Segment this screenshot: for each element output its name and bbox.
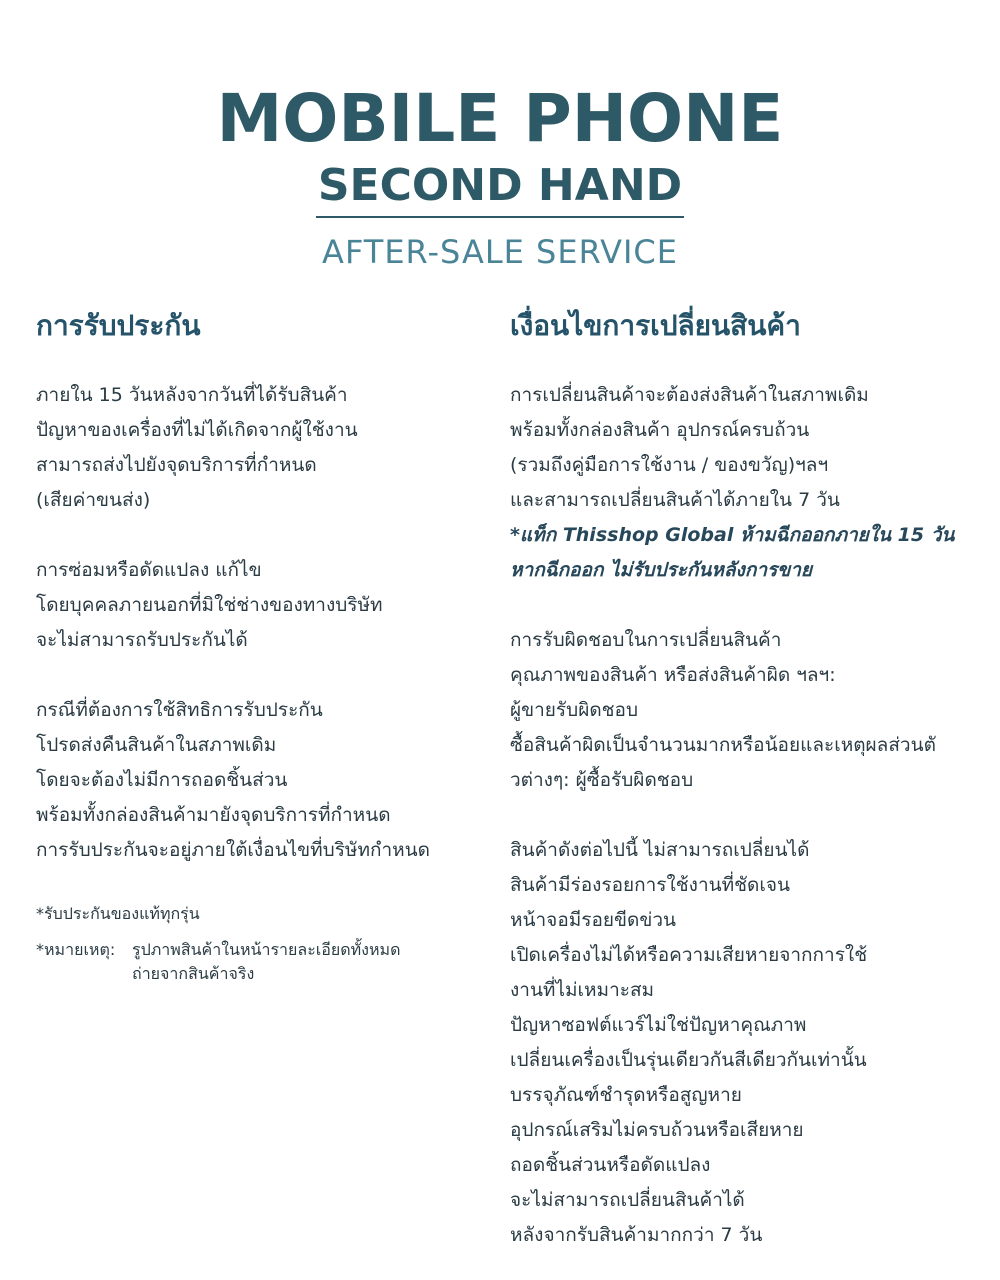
warranty-line: โดยจะต้องไม่มีการถอดชิ้นส่วน bbox=[36, 769, 288, 791]
note-text-line: รูปภาพสินค้าในหน้ารายละเอียดทั้งหมด bbox=[132, 940, 401, 959]
page-subtitle: SECOND HAND bbox=[317, 160, 683, 211]
exchange-line: เปิดเครื่องไม่ได้หรือความเสียหายจากการใช้ bbox=[510, 944, 868, 966]
genuine-note: *รับประกันของแท้ทุกรุ่น bbox=[36, 904, 200, 923]
warranty-line: จะไม่สามารถรับประกันได้ bbox=[36, 629, 248, 651]
tag-warning: *แท็ก Thisshop Global ห้ามฉีกออกภายใน 15 วัน bbox=[510, 524, 955, 546]
paragraph-gap bbox=[36, 658, 476, 693]
exchange-line: ซื้อสินค้าผิดเป็นจำนวนมากหรือน้อยและเหตุผลส่วนตั bbox=[510, 734, 936, 756]
exchange-line: การเปลี่ยนสินค้าจะต้องส่งสินค้าในสภาพเดิม bbox=[510, 384, 869, 406]
warranty-line: การรับประกันจะอยู่ภายใต้เงื่อนไขที่บริษัทกำหนด bbox=[36, 839, 431, 861]
warranty-line: (เสียค่าขนส่ง) bbox=[36, 489, 151, 511]
warranty-line: ภายใน 15 วันหลังจากวันที่ได้รับสินค้า bbox=[36, 384, 348, 406]
warranty-lines bbox=[36, 378, 476, 868]
warranty-heading: การรับประกัน bbox=[36, 309, 201, 342]
exchange-line: สินค้าดังต่อไปนี้ ไม่สามารถเปลี่ยนได้ bbox=[510, 839, 810, 861]
exchange-line: งานที่ไม่เหมาะสม bbox=[510, 979, 655, 1001]
exchange-line: การรับผิดชอบในการเปลี่ยนสินค้า bbox=[510, 629, 782, 651]
exchange-line: และสามารถเปลี่ยนสินค้าได้ภายใน 7 วัน bbox=[510, 489, 840, 511]
exchange-line: บรรจุภัณฑ์ชำรุดหรือสูญหาย bbox=[510, 1084, 742, 1106]
photo-note bbox=[36, 938, 476, 986]
warranty-line: ปัญหาของเครื่องที่ไม่ได้เกิดจากผู้ใช้งาน bbox=[36, 419, 358, 441]
warranty-column bbox=[36, 300, 476, 986]
paragraph-gap bbox=[510, 588, 990, 623]
page-header bbox=[0, 80, 1000, 274]
exchange-line: เปลี่ยนเครื่องเป็นรุ่นเดียวกันสีเดียวกันเท่านั้น bbox=[510, 1049, 867, 1071]
page-title: MOBILE PHONE bbox=[216, 80, 784, 157]
paragraph-gap bbox=[510, 798, 990, 833]
exchange-line: สินค้ามีร่องรอยการใช้งานที่ชัดเจน bbox=[510, 874, 790, 896]
warranty-line: การซ่อมหรือดัดแปลง แก้ไข bbox=[36, 559, 262, 581]
paragraph-gap bbox=[36, 518, 476, 553]
warranty-line: กรณีที่ต้องการใช้สิทธิการรับประกัน bbox=[36, 699, 323, 721]
page-tagline: AFTER-SALE SERVICE bbox=[322, 233, 678, 271]
exchange-line: ปัญหาซอฟต์แวร์ไม่ใช่ปัญหาคุณภาพ bbox=[510, 1014, 807, 1036]
exchange-line: วต่างๆ: ผู้ซื้อรับผิดชอบ bbox=[510, 769, 694, 791]
note-text-line: ถ่ายจากสินค้าจริง bbox=[132, 964, 255, 983]
footnotes bbox=[36, 902, 476, 986]
exchange-line: (รวมถึงคู่มือการใช้งาน / ของขวัญ)ฯลฯ bbox=[510, 454, 829, 476]
exchange-line: พร้อมทั้งกล่องสินค้า อุปกรณ์ครบถ้วน bbox=[510, 419, 810, 441]
exchange-heading: เงื่อนไขการเปลี่ยนสินค้า bbox=[510, 309, 801, 342]
warranty-line: โดยบุคคลภายนอกที่มิใช่ช่างของทางบริษัท bbox=[36, 594, 383, 616]
tag-warning: หากฉีกออก ไม่รับประกันหลังการขาย bbox=[510, 559, 813, 581]
warranty-line: สามารถส่งไปยังจุดบริการที่กำหนด bbox=[36, 454, 317, 476]
note-label: *หมายเหตุ: bbox=[36, 940, 116, 959]
warranty-line: พร้อมทั้งกล่องสินค้ามายังจุดบริการที่กำหนด bbox=[36, 804, 391, 826]
exchange-line: หลังจากรับสินค้ามากกว่า 7 วัน bbox=[510, 1224, 763, 1246]
subtitle-underline bbox=[316, 158, 684, 218]
exchange-lines bbox=[510, 378, 990, 1253]
note-text bbox=[132, 938, 476, 986]
exchange-line: จะไม่สามารถเปลี่ยนสินค้าได้ bbox=[510, 1189, 745, 1211]
exchange-line: หน้าจอมีรอยขีดข่วน bbox=[510, 909, 676, 931]
warranty-line: โปรดส่งคืนสินค้าในสภาพเดิม bbox=[36, 734, 277, 756]
exchange-line: อุปกรณ์เสริมไม่ครบถ้วนหรือเสียหาย bbox=[510, 1119, 804, 1141]
exchange-column bbox=[510, 300, 990, 1253]
exchange-line: คุณภาพของสินค้า หรือส่งสินค้าผิด ฯลฯ: bbox=[510, 664, 836, 686]
exchange-line: ผู้ขายรับผิดชอบ bbox=[510, 699, 639, 721]
exchange-line: ถอดชิ้นส่วนหรือดัดแปลง bbox=[510, 1154, 711, 1176]
